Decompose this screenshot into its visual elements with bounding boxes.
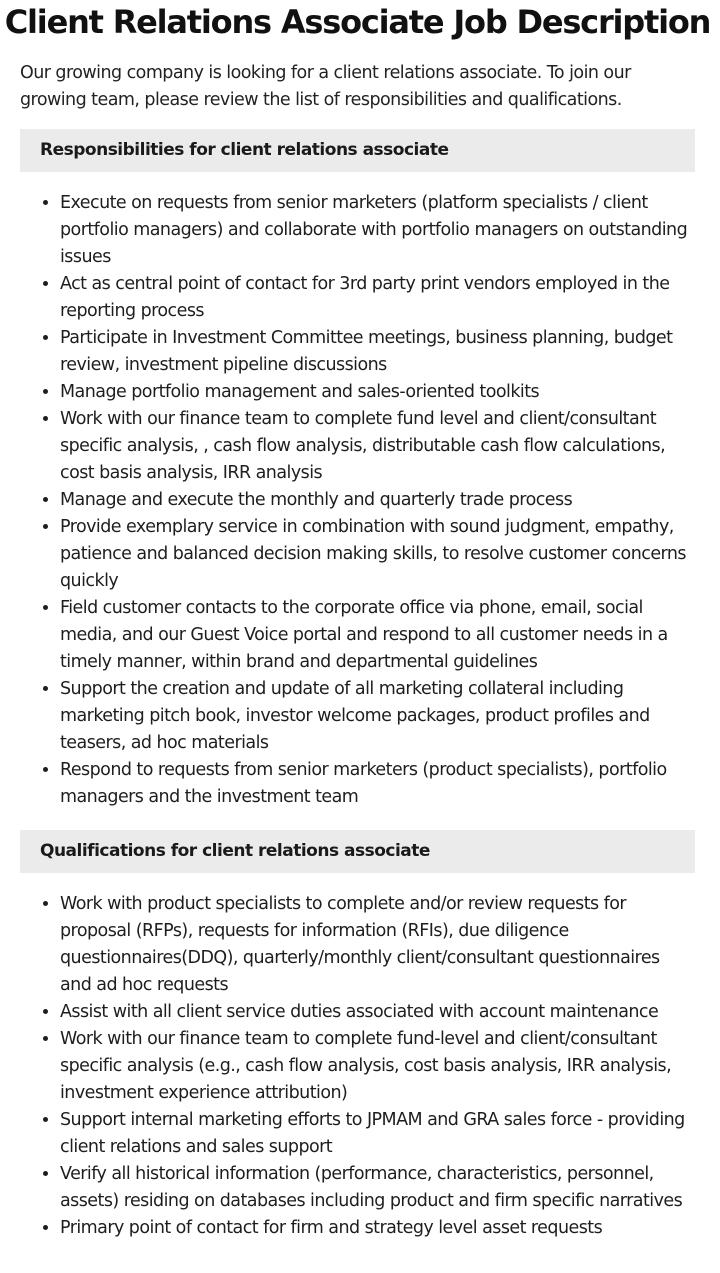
responsibility-item: • Manage and execute the monthly and quarterly trade process <box>60 487 695 514</box>
responsibility-item: • Manage portfolio management and sales-oriented toolkits <box>60 379 695 406</box>
responsibility-item: • Support the creation and update of all marketing collateral including marketing pitch book, investor welcome packages, product profiles and teasers, ad hoc materials <box>60 676 695 757</box>
qualifications-list <box>20 891 695 1242</box>
qualification-item: • Work with product specialists to complete and/or review requests for proposal (RFPs), requests for information (RFIs), due diligence questionnaires(DDQ), quarterly/monthly client/consultant questionnaires and ad hoc requests <box>60 891 695 999</box>
responsibility-item: • Provide exemplary service in combination with sound judgment, empathy, patience and balanced decision making skills, to resolve customer concerns quickly <box>60 514 695 595</box>
responsibilities-list <box>20 190 695 811</box>
responsibility-item: • Work with our finance team to complete fund level and client/consultant specific analysis, , cash flow analysis, distributable cash flow calculations, cost basis analysis, IRR analysis <box>60 406 695 487</box>
responsibilities-header: Responsibilities for client relations associate <box>20 129 695 172</box>
qualifications-header: Qualifications for client relations associate <box>20 830 695 873</box>
responsibility-item: • Act as central point of contact for 3rd party print vendors employed in the reporting process <box>60 271 695 325</box>
responsibility-item: • Respond to requests from senior marketers (product specialists), portfolio managers and the investment team <box>60 757 695 811</box>
responsibility-item: • Execute on requests from senior marketers (platform specialists / client portfolio managers) and collaborate with portfolio managers on outstanding issues <box>60 190 695 271</box>
responsibility-item: • Participate in Investment Committee meetings, business planning, budget review, investment pipeline discussions <box>60 325 695 379</box>
qualification-item: • Assist with all client service duties associated with account maintenance <box>60 999 695 1026</box>
responsibility-item: • Field customer contacts to the corporate office via phone, email, social media, and our Guest Voice portal and respond to all customer needs in a timely manner, within brand and departmental guidelines <box>60 595 695 676</box>
intro-paragraph: Our growing company is looking for a client relations associate. To join our growing team, please review the list of responsibilities and qualifications. <box>20 63 631 110</box>
qualification-item: • Work with our finance team to complete fund-level and client/consultant specific analysis (e.g., cash flow analysis, cost basis analysis, IRR analysis, investment experience attribution) <box>60 1026 695 1107</box>
page-title: Client Relations Associate Job Description <box>4 3 711 41</box>
qualification-item: • Primary point of contact for firm and strategy level asset requests <box>60 1215 695 1242</box>
qualification-item: • Verify all historical information (performance, characteristics, personnel, assets) residing on databases including product and firm specific narratives <box>60 1161 695 1215</box>
qualification-item: • Support internal marketing efforts to JPMAM and GRA sales force - providing client relations and sales support <box>60 1107 695 1161</box>
